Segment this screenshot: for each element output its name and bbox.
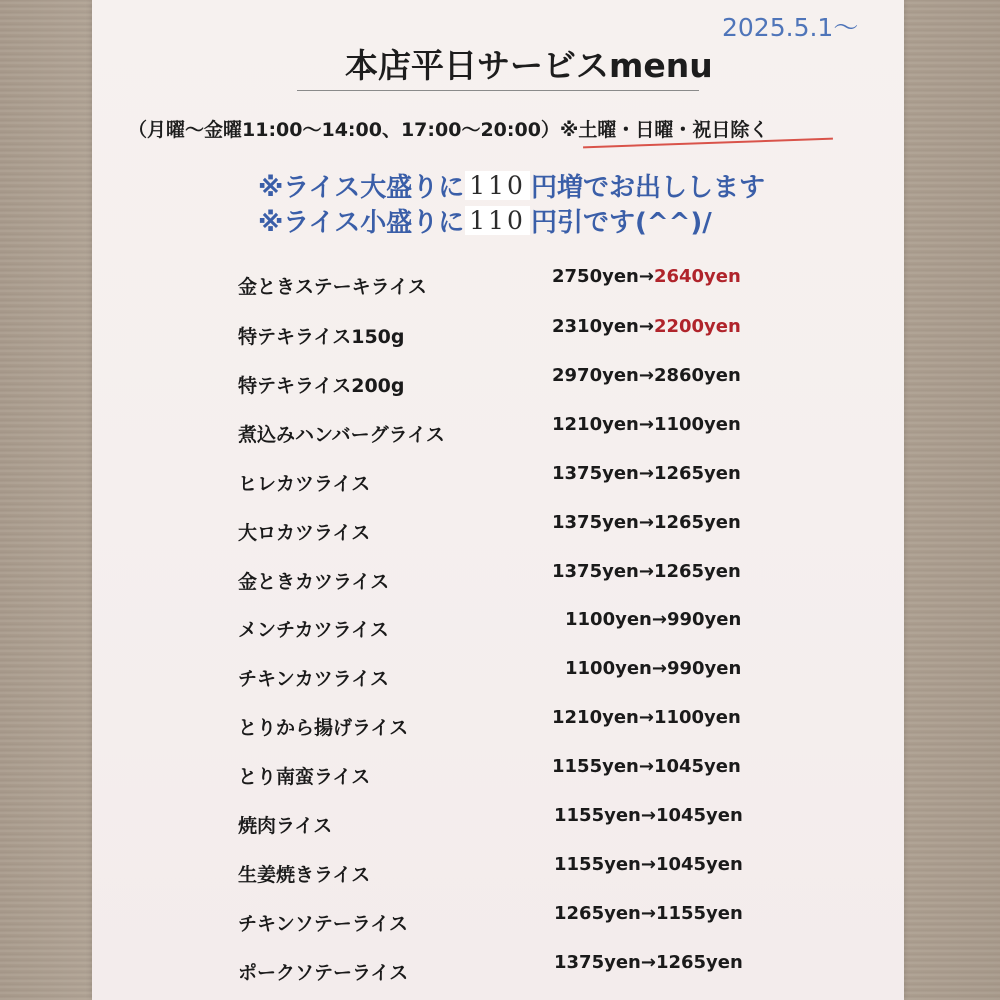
right-arrow-icon: → (640, 952, 656, 973)
menu-item-price (554, 903, 743, 924)
old-price: 1375yen (554, 952, 641, 973)
new-price: 1045yen (655, 805, 743, 826)
new-price: 1100yen (653, 707, 741, 728)
menu-item-name: 金ときカツライス (238, 571, 390, 593)
new-price: 990yen (666, 609, 742, 630)
menu-item-name: 特テキライス150g (238, 326, 405, 348)
old-price: 2750yen (552, 266, 639, 287)
small-rice-notice (258, 202, 712, 239)
menu-item-name: とりから揚げライス (238, 717, 409, 739)
notice-amount: 110 (465, 171, 530, 200)
right-arrow-icon: → (638, 561, 654, 582)
menu-item-price (554, 854, 743, 875)
right-arrow-icon: → (638, 365, 654, 386)
menu-paper (92, 0, 904, 1000)
menu-item-price (554, 805, 743, 826)
menu-item-price (565, 609, 741, 630)
menu-item-price (552, 463, 741, 484)
menu-item-name: チキンカツライス (238, 668, 390, 690)
old-price: 1155yen (554, 854, 641, 875)
notice-text-post: 円増でお出しします (530, 173, 765, 203)
menu-item-price (552, 707, 741, 728)
effective-date: 2025.5.1～ (722, 13, 859, 42)
notice-text-pre: ※ライス大盛りに (258, 173, 465, 203)
service-hours: （月曜～金曜11:00～14:00、17:00～20:00）※土曜・日曜・祝日除く (128, 119, 769, 141)
right-arrow-icon: → (638, 512, 654, 533)
new-price: 1155yen (655, 903, 743, 924)
new-price: 1265yen (653, 561, 741, 582)
right-arrow-icon: → (638, 266, 654, 287)
old-price: 1155yen (552, 756, 639, 777)
new-price: 2640yen (653, 266, 741, 287)
old-price: 1100yen (565, 609, 652, 630)
menu-item-name: とり南蛮ライス (238, 766, 371, 788)
new-price: 2860yen (653, 365, 741, 386)
menu-item-price (552, 365, 741, 386)
right-arrow-icon: → (638, 756, 654, 777)
new-price: 1265yen (653, 463, 741, 484)
menu-item-name: ポークソテーライス (238, 962, 409, 984)
notice-text-post: 円引です(^^)/ (530, 208, 712, 238)
menu-item-price (552, 756, 741, 777)
menu-item-price (552, 512, 741, 533)
menu-item-name: 煮込みハンバーグライス (238, 424, 445, 446)
old-price: 1100yen (565, 658, 652, 679)
new-price: 2200yen (653, 316, 741, 337)
old-price: 2310yen (552, 316, 639, 337)
old-price: 1265yen (554, 903, 641, 924)
menu-item-name: メンチカツライス (238, 619, 389, 641)
menu-item-name: 特テキライス200g (238, 375, 405, 397)
menu-item-name: 焼肉ライス (238, 815, 333, 837)
new-price: 1265yen (655, 952, 743, 973)
old-price: 1210yen (552, 414, 639, 435)
menu-item-name: 金ときステーキライス (238, 276, 427, 298)
menu-item-name: チキンソテーライス (238, 913, 409, 935)
menu-item-price (552, 266, 741, 287)
menu-title: 本店平日サービスmenu (345, 46, 713, 85)
notice-text-pre: ※ライス小盛りに (258, 208, 465, 238)
title-underline (297, 90, 699, 91)
right-arrow-icon: → (638, 316, 654, 337)
new-price: 1100yen (653, 414, 741, 435)
right-arrow-icon: → (638, 707, 654, 728)
menu-item-name: 大ロカツライス (238, 522, 371, 544)
new-price: 1265yen (653, 512, 741, 533)
right-arrow-icon: → (651, 609, 667, 630)
new-price: 1045yen (653, 756, 741, 777)
old-price: 1375yen (552, 512, 639, 533)
right-arrow-icon: → (640, 805, 656, 826)
menu-item-price (552, 316, 741, 337)
menu-item-name: 生姜焼きライス (238, 864, 371, 886)
right-arrow-icon: → (640, 903, 656, 924)
large-rice-notice (258, 167, 765, 204)
menu-item-price (565, 658, 741, 679)
notice-amount: 110 (465, 206, 530, 235)
new-price: 990yen (666, 658, 742, 679)
right-arrow-icon: → (640, 854, 656, 875)
old-price: 2970yen (552, 365, 639, 386)
right-arrow-icon: → (651, 658, 667, 679)
right-arrow-icon: → (638, 414, 654, 435)
old-price: 1210yen (552, 707, 639, 728)
new-price: 1045yen (655, 854, 743, 875)
menu-item-price (552, 561, 741, 582)
menu-item-price (552, 414, 741, 435)
menu-item-name: ヒレカツライス (238, 473, 371, 495)
old-price: 1375yen (552, 561, 639, 582)
old-price: 1155yen (554, 805, 641, 826)
menu-item-price (554, 952, 743, 973)
old-price: 1375yen (552, 463, 639, 484)
right-arrow-icon: → (638, 463, 654, 484)
